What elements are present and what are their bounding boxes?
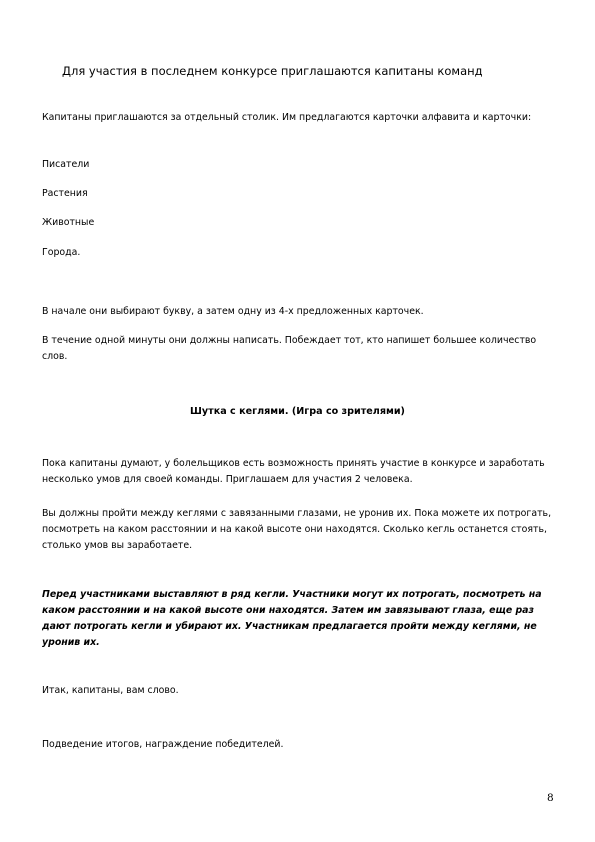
stage-direction-paragraph: Перед участниками выставляют в ряд кегли. Участники могут их потрогать, посмотреть на каком расстоянии и на какой высоте они находятся. Затем им завязывают глаза, еще раз дают потрогать кегли и убирают их. Участникам предлагается пройти между кеглями, не уронив их. xyxy=(42,589,542,648)
section-heading: Для участия в последнем конкурсе приглашаются капитаны команд xyxy=(62,64,483,78)
page-number: 8 xyxy=(547,792,554,804)
card-item-writers: Писатели xyxy=(42,159,90,170)
card-item-animals: Животные xyxy=(42,217,95,228)
rule-paragraph-choose: В начале они выбирают букву, а затем одну из 4-х предложенных карточек. xyxy=(42,306,424,317)
card-item-cities: Города. xyxy=(42,247,81,258)
game-subtitle: Шутка с кеглями. (Игра со зрителями) xyxy=(190,406,405,417)
final-line: Подведение итогов, награждение победителей. xyxy=(42,739,284,750)
closing-line: Итак, капитаны, вам слово. xyxy=(42,685,179,696)
rule-paragraph-time: В течение одной минуты они должны написать. Побеждает тот, кто напишет большее количество слов. xyxy=(42,335,537,362)
game-intro-paragraph: Пока капитаны думают, у болельщиков есть возможность принять участие в конкурсе и заработать несколько умов для своей команды. Приглашаем для участия 2 человека. xyxy=(42,458,545,485)
card-item-plants: Растения xyxy=(42,188,88,199)
game-rules-paragraph: Вы должны пройти между кеглями с завязанными глазами, не уронив их. Пока можете их потрогать, посмотреть на каком расстоянии и на какой высоте они находятся. Сколько кегль останется стоять, столько умов вы заработаете. xyxy=(42,508,552,551)
intro-paragraph: Капитаны приглашаются за отдельный столик. Им предлагаются карточки алфавита и карточки: xyxy=(42,112,532,123)
